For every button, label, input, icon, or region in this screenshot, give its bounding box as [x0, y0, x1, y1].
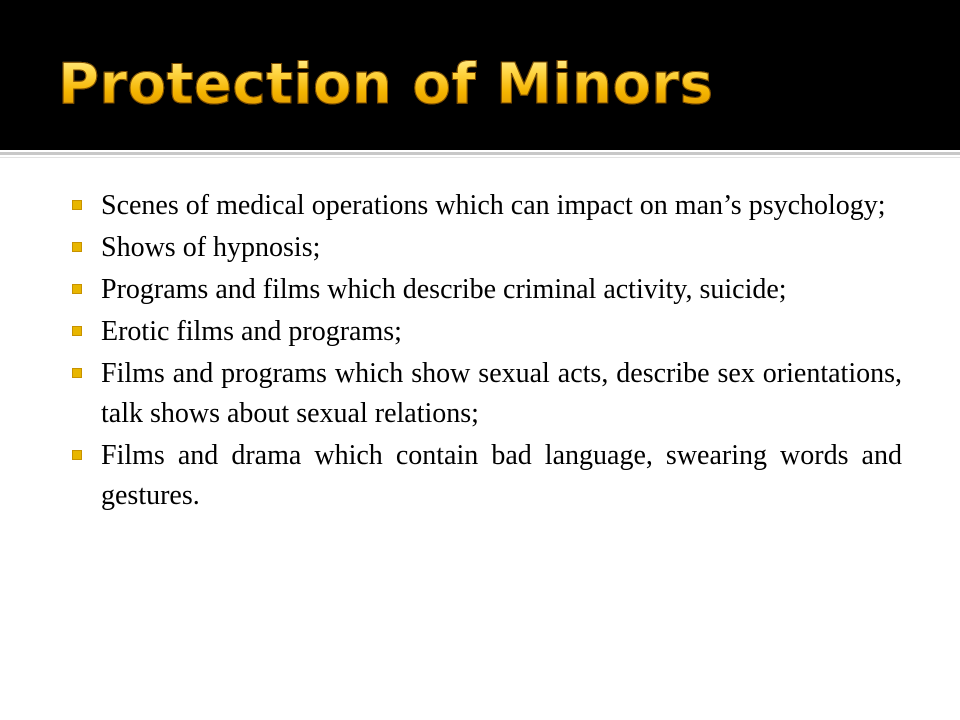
square-bullet-icon — [72, 450, 82, 460]
title-bar — [0, 0, 960, 150]
square-bullet-icon — [72, 242, 82, 252]
list-item — [72, 228, 902, 268]
slide-title: Protection of Minors — [58, 50, 713, 120]
bullet-text: Erotic films and programs; — [101, 316, 402, 347]
square-bullet-icon — [72, 284, 82, 294]
list-item — [72, 186, 902, 226]
list-item — [72, 270, 902, 310]
title-divider — [0, 152, 960, 155]
list-item — [72, 436, 902, 516]
square-bullet-icon — [72, 326, 82, 336]
bullet-text: Films and programs which show sexual acts, describe sex orientations, talk shows about sexual relations; — [101, 358, 902, 429]
bullet-text: Shows of hypnosis; — [101, 232, 321, 263]
bullet-text: Films and drama which contain bad language, swearing words and gestures. — [101, 440, 902, 511]
bullet-list — [72, 186, 902, 518]
list-item — [72, 354, 902, 434]
square-bullet-icon — [72, 200, 82, 210]
bullet-text: Scenes of medical operations which can impact on man’s psychology; — [101, 190, 886, 221]
list-item — [72, 312, 902, 352]
bullet-text: Programs and films which describe criminal activity, suicide; — [101, 274, 787, 305]
square-bullet-icon — [72, 368, 82, 378]
title-divider-shadow — [0, 157, 960, 158]
